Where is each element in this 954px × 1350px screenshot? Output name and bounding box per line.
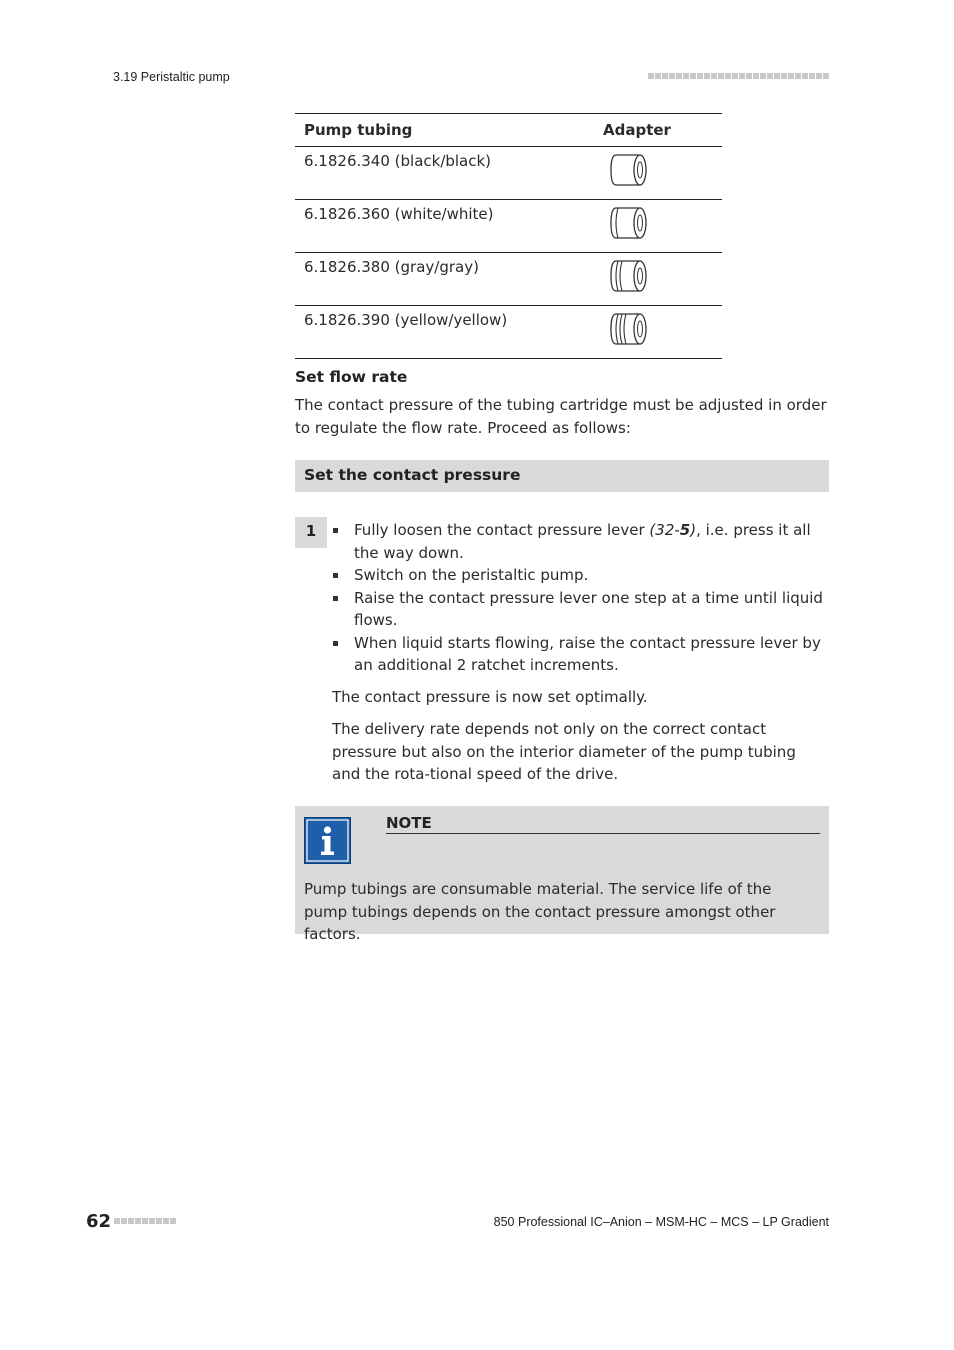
list-item [332, 519, 824, 564]
figure-reference-open: (32- [649, 521, 680, 539]
figure-reference-close: ) [690, 521, 697, 539]
note-text: Pump tubings are consumable material. The service life of the pump tubings depends on the contact pressure amongst other factors. [304, 880, 776, 943]
section-heading: Set flow rate [295, 368, 408, 386]
footer-decoration [114, 1218, 176, 1224]
list-item [332, 632, 824, 677]
list-item [332, 587, 824, 632]
step-number: 1 [295, 517, 327, 548]
adapter-plain-icon [594, 147, 722, 200]
footer-document-title: 850 Professional IC–Anion – MSM-HC – MCS – LP Gradient [493, 1215, 829, 1229]
note-box [295, 806, 829, 943]
tubing-cell: 6.1826.360 (white/white) [295, 200, 594, 253]
info-icon [304, 817, 351, 864]
adapter-one-ring-icon [594, 200, 722, 253]
header-section-title: 3.19 Peristaltic pump [113, 70, 230, 84]
adapter-three-ring-icon [594, 306, 722, 359]
bullet-square-icon [333, 528, 338, 533]
tubing-cell: 6.1826.340 (black/black) [295, 147, 594, 200]
step-bullet-list [332, 519, 824, 677]
table-header-row [295, 114, 722, 147]
bullet-square-icon [333, 596, 338, 601]
procedure-title-box [295, 460, 829, 492]
figure-reference [649, 521, 696, 539]
result-text: The contact pressure is now set optimally. [332, 688, 648, 706]
table-row [295, 200, 722, 253]
bullet-square-icon [333, 573, 338, 578]
page-number: 62 [86, 1211, 112, 1232]
column-header-pump-tubing: Pump tubing [295, 114, 594, 147]
bullet-text: Fully loosen the contact pressure lever [354, 521, 650, 539]
table-row [295, 147, 722, 200]
list-item [332, 564, 824, 587]
note-title: NOTE [386, 814, 820, 834]
header-decoration [648, 73, 829, 79]
table-row [295, 306, 722, 359]
adapter-two-ring-icon [594, 253, 722, 306]
tubing-cell: 6.1826.390 (yellow/yellow) [295, 306, 594, 359]
column-header-adapter: Adapter [594, 114, 722, 147]
bullet-text: Switch on the peristaltic pump. [354, 566, 589, 584]
bullet-square-icon [333, 641, 338, 646]
procedure-title: Set the contact pressure [304, 466, 521, 484]
pump-tubing-table [295, 113, 722, 359]
bullet-text: When liquid starts flowing, raise the contact pressure lever by an additional 2 ratchet increments. [354, 633, 821, 674]
figure-reference-number: 5 [679, 521, 691, 539]
bullet-text: Raise the contact pressure lever one step at a time until liquid flows. [354, 588, 823, 629]
delivery-text: The delivery rate depends not only on the correct contact pressure but also on the interior diameter of the pump tubing and the rota-tional speed of the drive. [332, 720, 796, 783]
intro-paragraph: The contact pressure of the tubing cartridge must be adjusted in order to regulate the flow rate. Proceed as follows: [295, 396, 827, 437]
table-row [295, 253, 722, 306]
tubing-cell: 6.1826.380 (gray/gray) [295, 253, 594, 306]
bullet-text: , i.e. press it all the way down. [354, 521, 811, 562]
